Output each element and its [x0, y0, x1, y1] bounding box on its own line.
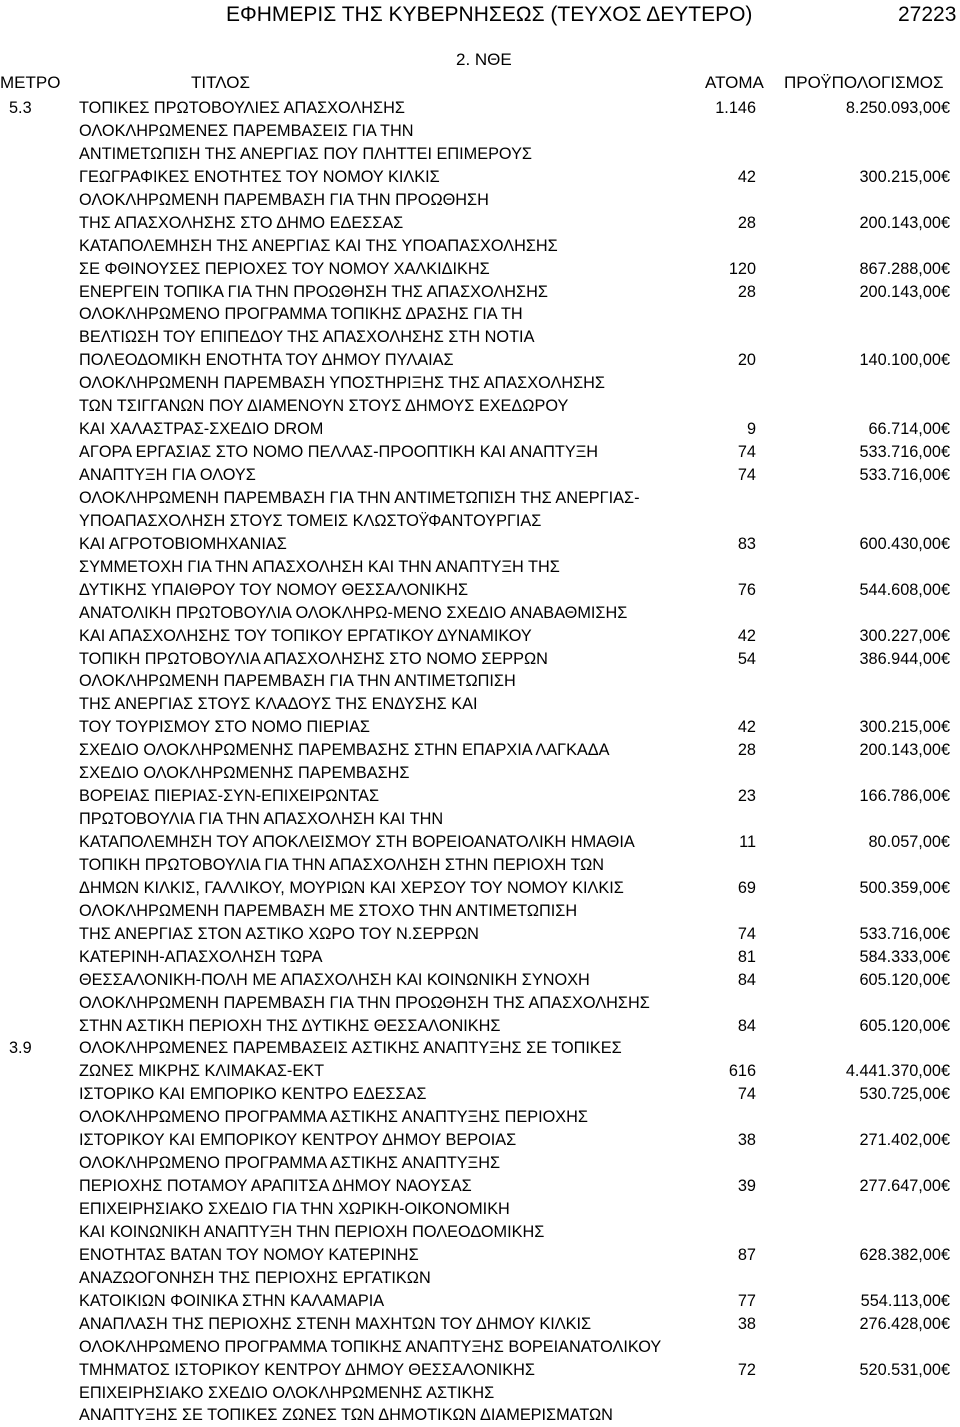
title-cell: ΣΤΗΝ ΑΣΤΙΚΗ ΠΕΡΙΟΧΗ ΤΗΣ ΔΥΤΙΚΗΣ ΘΕΣΣΑΛΟΝΙΚΗΣ	[79, 1016, 501, 1035]
budget-cell: 628.382,00€	[859, 1245, 950, 1264]
budget-table	[0, 97, 960, 1427]
column-header-persons: ΑΤΟΜΑ	[705, 73, 764, 92]
column-headers	[0, 71, 960, 95]
table-row	[0, 372, 960, 395]
title-cell: ΑΓΟΡΑ ΕΡΓΑΣΙΑΣ ΣΤΟ ΝΟΜΟ ΠΕΛΛΑΣ-ΠΡΟΟΠΤΙΚΗ ΚΑΙ ΑΝΑΠΤΥΞΗ	[79, 443, 599, 462]
table-row	[0, 1083, 960, 1106]
section-label: 2. ΝΘΕ	[456, 50, 512, 69]
title-cell: ΟΛΟΚΛΗΡΩΜΕΝΗ ΠΑΡΕΜΒΑΣΗ ΓΙΑ ΤΗΝ ΠΡΟΩΘΗΣΗ ΤΗΣ ΑΠΑΣΧΟΛΗΣΗΣ	[79, 993, 650, 1012]
table-row	[0, 1152, 960, 1175]
table-row	[0, 1382, 960, 1405]
budget-cell: 530.725,00€	[859, 1085, 950, 1104]
budget-cell: 300.215,00€	[859, 167, 950, 186]
table-row	[0, 1244, 960, 1267]
budget-cell: 200.143,00€	[859, 282, 950, 301]
table-row	[0, 1313, 960, 1336]
table-row	[0, 1290, 960, 1313]
title-cell: ΟΛΟΚΛΗΡΩΜΕΝΟ ΠΡΟΓΡΑΜΜΑ ΤΟΠΙΚΗΣ ΔΡΑΣΗΣ ΓΙΑ ΤΗ	[79, 305, 523, 324]
table-row	[0, 648, 960, 671]
title-cell: ΑΝΑΠΤΥΞΗ ΓΙΑ ΟΛΟΥΣ	[79, 466, 256, 484]
persons-cell: 74	[737, 1085, 756, 1104]
title-cell: ΚΑΙ ΧΑΛΑΣΤΡΑΣ-ΣΧΕΔΙΟ DROM	[79, 420, 324, 439]
table-row	[0, 303, 960, 326]
page-number: 27223	[898, 3, 957, 26]
budget-cell: 4.441.370,00€	[845, 1062, 950, 1081]
table-row	[0, 166, 960, 189]
table-row	[0, 510, 960, 533]
title-cell: ΤΩΝ ΤΣΙΓΓΑΝΩΝ ΠΟΥ ΔΙΑΜΕΝΟΥΝ ΣΤΟΥΣ ΔΗΜΟΥΣ ΕΧΕΔΩΡΟΥ	[79, 397, 569, 416]
budget-cell: 8.250.093,00€	[845, 99, 950, 117]
title-cell: ΠΟΛΕΟΔΟΜΙΚΗ ΕΝΟΤΗΤΑ ΤΟΥ ΔΗΜΟΥ ΠΥΛΑΙΑΣ	[79, 351, 454, 370]
persons-cell: 39	[737, 1177, 756, 1196]
title-cell: ΚΑΙ ΑΓΡΟΤΟΒΙΟΜΗΧΑΝΙΑΣ	[79, 534, 287, 553]
persons-cell: 616	[728, 1062, 756, 1081]
budget-cell: 300.215,00€	[859, 718, 950, 737]
table-row	[0, 97, 960, 120]
budget-cell: 520.531,00€	[859, 1360, 950, 1379]
persons-cell: 42	[737, 167, 756, 186]
persons-cell: 72	[737, 1360, 756, 1379]
title-cell: ΤΟΠΙΚΕΣ ΠΡΩΤΟΒΟΥΛΙΕΣ ΑΠΑΣΧΟΛΗΣΗΣ	[79, 99, 405, 117]
table-row	[0, 143, 960, 166]
persons-cell: 20	[737, 351, 756, 370]
table-row	[0, 670, 960, 693]
title-cell: ΟΛΟΚΛΗΡΩΜΕΝΗ ΠΑΡΕΜΒΑΣΗ ΓΙΑ ΤΗΝ ΑΝΤΙΜΕΤΩΠΙΣΗ	[79, 672, 516, 691]
table-row	[0, 349, 960, 372]
table-row	[0, 212, 960, 235]
title-cell: ΤΟΠΙΚΗ ΠΡΩΤΟΒΟΥΛΙΑ ΓΙΑ ΤΗΝ ΑΠΑΣΧΟΛΗΣΗ ΣΤΗΝ ΠΕΡΙΟΧΗ ΤΩΝ	[79, 855, 605, 874]
table-row	[0, 716, 960, 739]
title-cell: ΔΥΤΙΚΗΣ ΥΠΑΙΘΡΟΥ ΤΟΥ ΝΟΜΟΥ ΘΕΣΣΑΛΟΝΙΚΗΣ	[79, 580, 469, 599]
title-cell: ΤΗΣ ΑΝΕΡΓΙΑΣ ΣΤΟΝ ΑΣΤΙΚΟ ΧΩΡΟ ΤΟΥ Ν.ΣΕΡΡΩΝ	[79, 924, 479, 943]
table-row	[0, 854, 960, 877]
title-cell: ΟΛΟΚΛΗΡΩΜΕΝΟ ΠΡΟΓΡΑΜΜΑ ΑΣΤΙΚΗΣ ΑΝΑΠΤΥΞΗΣ ΠΕΡΙΟΧΗΣ	[79, 1108, 588, 1127]
table-row	[0, 395, 960, 418]
table-row	[0, 235, 960, 258]
persons-cell: 9	[746, 420, 756, 439]
table-row	[0, 326, 960, 349]
title-cell: ΕΠΙΧΕΙΡΗΣΙΑΚΟ ΣΧΕΔΙΟ ΓΙΑ ΤΗΝ ΧΩΡΙΚΗ-ΟΙΚΟΝΟΜΙΚΗ	[79, 1200, 510, 1218]
persons-cell: 77	[737, 1291, 756, 1310]
title-cell: ΤΟΥ ΤΟΥΡΙΣΜΟΥ ΣΤΟ ΝΟΜΟ ΠΙΕΡΙΑΣ	[79, 718, 370, 737]
table-row	[0, 418, 960, 441]
persons-cell: 1.146	[715, 99, 756, 117]
persons-cell: 28	[737, 282, 756, 301]
title-cell: ΟΛΟΚΛΗΡΩΜΕΝΗ ΠΑΡΕΜΒΑΣΗ ΓΙΑ ΤΗΝ ΑΝΤΙΜΕΤΩΠΙΣΗ ΤΗΣ ΑΝΕΡΓΙΑΣ-	[79, 488, 640, 507]
table-row	[0, 1359, 960, 1382]
table-row	[0, 464, 960, 487]
table-row	[0, 946, 960, 969]
table-row	[0, 1198, 960, 1221]
persons-cell: 83	[737, 534, 756, 553]
table-row	[0, 739, 960, 762]
budget-cell: 300.227,00€	[859, 626, 950, 645]
title-cell: ΖΩΝΕΣ ΜΙΚΡΗΣ ΚΛΙΜΑΚΑΣ-ΕΚΤ	[79, 1062, 325, 1081]
table-row	[0, 1175, 960, 1198]
table-row	[0, 1129, 960, 1152]
title-cell: ΘΕΣΣΑΛΟΝΙΚΗ-ΠΟΛΗ ΜΕ ΑΠΑΣΧΟΛΗΣΗ ΚΑΙ ΚΟΙΝΩΝΙΚΗ ΣΥΝΟΧΗ	[79, 970, 590, 989]
column-header-title: ΤΙΤΛΟΣ	[191, 73, 250, 92]
gazette-title: ΕΦΗΜΕΡΙΣ ΤΗΣ ΚΥΒΕΡΝΗΣΕΩΣ (ΤΕΥΧΟΣ ΔΕΥΤΕΡΟ)	[226, 3, 753, 26]
table-row	[0, 992, 960, 1015]
budget-cell: 166.786,00€	[859, 787, 950, 806]
budget-cell: 276.428,00€	[859, 1314, 950, 1333]
title-cell: ΟΛΟΚΛΗΡΩΜΕΝΗ ΠΑΡΕΜΒΑΣΗ ΓΙΑ ΤΗΝ ΠΡΟΩΘΗΣΗ	[79, 190, 489, 209]
title-cell: ΔΗΜΩΝ ΚΙΛΚΙΣ, ΓΑΛΛΙΚΟΥ, ΜΟΥΡΙΩΝ ΚΑΙ ΧΕΡΣΟΥ ΤΟΥ ΝΟΜΟΥ ΚΙΛΚΙΣ	[79, 878, 624, 897]
persons-cell: 23	[737, 787, 756, 806]
title-cell: ΣΧΕΔΙΟ ΟΛΟΚΛΗΡΩΜΕΝΗΣ ΠΑΡΕΜΒΑΣΗΣ ΣΤΗΝ ΕΠΑΡΧΙΑ ΛΑΓΚΑΔΑ	[79, 741, 610, 760]
title-cell: ΚΑΤΑΠΟΛΕΜΗΣΗ ΤΗΣ ΑΝΕΡΓΙΑΣ ΚΑΙ ΤΗΣ ΥΠΟΑΠΑΣΧΟΛΗΣΗΣ	[79, 236, 558, 255]
title-cell: ΟΛΟΚΛΗΡΩΜΕΝΟ ΠΡΟΓΡΑΜΜΑ ΤΟΠΙΚΗΣ ΑΝΑΠΤΥΞΗΣ ΒΟΡΕΙΑΝΑΤΟΛΙΚΟΥ	[79, 1337, 662, 1356]
table-row	[0, 556, 960, 579]
table-row	[0, 762, 960, 785]
title-cell: ΟΛΟΚΛΗΡΩΜΕΝΟ ΠΡΟΓΡΑΜΜΑ ΑΣΤΙΚΗΣ ΑΝΑΠΤΥΞΗΣ	[79, 1154, 501, 1173]
persons-cell: 84	[737, 1016, 756, 1035]
title-cell: ΠΡΩΤΟΒΟΥΛΙΑ ΓΙΑ ΤΗΝ ΑΠΑΣΧΟΛΗΣΗ ΚΑΙ ΤΗΝ	[79, 810, 444, 829]
persons-cell: 28	[737, 741, 756, 760]
title-cell: ΟΛΟΚΛΗΡΩΜΕΝΗ ΠΑΡΕΜΒΑΣΗ ΜΕ ΣΤΟΧΟ ΤΗΝ ΑΝΤΙΜΕΤΩΠΙΣΗ	[79, 901, 578, 920]
title-cell: ΤΜΗΜΑΤΟΣ ΙΣΤΟΡΙΚΟΥ ΚΕΝΤΡΟΥ ΔΗΜΟΥ ΘΕΣΣΑΛΟΝΙΚΗΣ	[79, 1360, 535, 1379]
persons-cell: 84	[737, 970, 756, 989]
table-row	[0, 189, 960, 212]
budget-cell: 554.113,00€	[860, 1291, 950, 1310]
title-cell: ΟΛΟΚΛΗΡΩΜΕΝΗ ΠΑΡΕΜΒΑΣΗ ΥΠΟΣΤΗΡΙΞΗΣ ΤΗΣ ΑΠΑΣΧΟΛΗΣΗΣ	[79, 374, 605, 393]
measure-cell: 5.3	[9, 99, 32, 117]
title-cell: ΓΕΩΓΡΑΦΙΚΕΣ ΕΝΟΤΗΤΕΣ ΤΟΥ ΝΟΜΟΥ ΚΙΛΚΙΣ	[79, 167, 440, 186]
title-cell: ΚΑΤΟΙΚΙΩΝ ΦΟΙΝΙΚΑ ΣΤΗΝ ΚΑΛΑΜΑΡΙΑ	[79, 1291, 385, 1310]
budget-cell: 605.120,00€	[859, 970, 950, 989]
budget-cell: 533.716,00€	[859, 466, 950, 484]
title-cell: ΚΑΤΑΠΟΛΕΜΗΣΗ ΤΟΥ ΑΠΟΚΛΕΙΣΜΟΥ ΣΤΗ ΒΟΡΕΙΟΑΝΑΤΟΛΙΚΗ ΗΜΑΘΙΑ	[79, 833, 635, 851]
title-cell: ΤΟΠΙΚΗ ΠΡΩΤΟΒΟΥΛΙΑ ΑΠΑΣΧΟΛΗΣΗΣ ΣΤΟ ΝΟΜΟ ΣΕΡΡΩΝ	[79, 649, 548, 668]
title-cell: ΙΣΤΟΡΙΚΟ ΚΑΙ ΕΜΠΟΡΙΚΟ ΚΕΝΤΡΟ ΕΔΕΣΣΑΣ	[79, 1085, 427, 1104]
budget-cell: 500.359,00€	[859, 878, 950, 897]
table-row	[0, 602, 960, 625]
table-row	[0, 120, 960, 143]
title-cell: ΟΛΟΚΛΗΡΩΜΕΝΕΣ ΠΑΡΕΜΒΑΣΕΙΣ ΓΙΑ ΤΗΝ	[79, 121, 414, 140]
table-row	[0, 1336, 960, 1359]
table-row	[0, 441, 960, 464]
table-row	[0, 877, 960, 900]
title-cell: ΕΝΕΡΓΕΙΝ ΤΟΠΙΚΑ ΓΙΑ ΤΗΝ ΠΡΟΩΘΗΣΗ ΤΗΣ ΑΠΑΣΧΟΛΗΣΗΣ	[79, 282, 548, 301]
table-row	[0, 1106, 960, 1129]
title-cell: ΣΕ ΦΘΙΝΟΥΣΕΣ ΠΕΡΙΟΧΕΣ ΤΟΥ ΝΟΜΟΥ ΧΑΛΚΙΔΙΚΗΣ	[79, 259, 490, 278]
persons-cell: 81	[737, 947, 756, 966]
table-row	[0, 923, 960, 946]
title-cell: ΣΥΜΜΕΤΟΧΗ ΓΙΑ ΤΗΝ ΑΠΑΣΧΟΛΗΣΗ ΚΑΙ ΤΗΝ ΑΝΑΠΤΥΞΗ ΤΗΣ	[79, 557, 560, 576]
title-cell: ΒΕΛΤΙΩΣΗ ΤΟΥ ΕΠΙΠΕΔΟΥ ΤΗΣ ΑΠΑΣΧΟΛΗΣΗΣ ΣΤΗ ΝΟΤΙΑ	[79, 328, 535, 347]
persons-cell: 11	[739, 833, 756, 851]
title-cell: ΤΗΣ ΑΠΑΣΧΟΛΗΣΗΣ ΣΤΟ ΔΗΜΟ ΕΔΕΣΣΑΣ	[79, 213, 404, 232]
table-row	[0, 900, 960, 923]
budget-cell: 140.100,00€	[859, 351, 950, 370]
table-row	[0, 281, 960, 304]
budget-cell: 533.716,00€	[859, 443, 950, 462]
title-cell: ΙΣΤΟΡΙΚΟΥ ΚΑΙ ΕΜΠΟΡΙΚΟΥ ΚΕΝΤΡΟΥ ΔΗΜΟΥ ΒΕΡΟΙΑΣ	[79, 1131, 517, 1150]
table-row	[0, 1221, 960, 1244]
title-cell: ΒΟΡΕΙΑΣ ΠΙΕΡΙΑΣ-ΣΥΝ-ΕΠΙΧΕΙΡΩΝΤΑΣ	[79, 787, 380, 806]
table-row	[0, 625, 960, 648]
persons-cell: 74	[737, 443, 756, 462]
table-row	[0, 808, 960, 831]
column-header-measure: ΜΕΤΡΟ	[0, 73, 61, 92]
table-row	[0, 1060, 960, 1083]
table-row	[0, 487, 960, 510]
table-row	[0, 579, 960, 602]
table-row	[0, 1267, 960, 1290]
budget-cell: 271.402,00€	[859, 1131, 950, 1150]
title-cell: ΕΝΟΤΗΤΑΣ ΒΑΤΑΝ ΤΟΥ ΝΟΜΟΥ ΚΑΤΕΡΙΝΗΣ	[79, 1245, 419, 1264]
table-row	[0, 969, 960, 992]
title-cell: ΕΠΙΧΕΙΡΗΣΙΑΚΟ ΣΧΕΔΙΟ ΟΛΟΚΛΗΡΩΜΕΝΗΣ ΑΣΤΙΚΗΣ	[79, 1383, 495, 1402]
table-row	[0, 785, 960, 808]
table-row	[0, 1037, 960, 1060]
persons-cell: 28	[737, 213, 756, 232]
persons-cell: 74	[737, 924, 756, 943]
title-cell: ΑΝΑΤΟΛΙΚΗ ΠΡΩΤΟΒΟΥΛΙΑ ΟΛΟΚΛΗΡΩ-ΜΕΝΟ ΣΧΕΔΙΟ ΑΝΑΒΑΘΜΙΣΗΣ	[79, 603, 628, 622]
budget-cell: 80.057,00€	[868, 833, 950, 851]
title-cell: ΑΝΑΠΛΑΣΗ ΤΗΣ ΠΕΡΙΟΧΗΣ ΣΤΕΝΗ ΜΑΧΗΤΩΝ ΤΟΥ ΔΗΜΟΥ ΚΙΛΚΙΣ	[79, 1314, 592, 1333]
title-cell: ΑΝΑΖΩΟΓΟΝΗΣΗ ΤΗΣ ΠΕΡΙΟΧΗΣ ΕΡΓΑΤΙΚΩΝ	[79, 1268, 431, 1287]
persons-cell: 38	[737, 1314, 756, 1333]
title-cell: ΠΕΡΙΟΧΗΣ ΠΟΤΑΜΟΥ ΑΡΑΠΙΤΣΑ ΔΗΜΟΥ ΝΑΟΥΣΑΣ	[79, 1177, 472, 1196]
persons-cell: 74	[737, 466, 756, 484]
persons-cell: 76	[737, 580, 756, 599]
persons-cell: 87	[737, 1245, 756, 1264]
persons-cell: 42	[737, 718, 756, 737]
table-row	[0, 1015, 960, 1038]
column-header-budget: ΠΡΟΫΠΟΛΟΓΙΣΜΟΣ	[784, 73, 944, 92]
title-cell: ΤΗΣ ΑΝΕΡΓΙΑΣ ΣΤΟΥΣ ΚΛΑΔΟΥΣ ΤΗΣ ΕΝΔΥΣΗΣ ΚΑΙ	[79, 695, 478, 714]
table-row	[0, 693, 960, 716]
persons-cell: 42	[737, 626, 756, 645]
persons-cell: 120	[728, 259, 756, 278]
title-cell: ΣΧΕΔΙΟ ΟΛΟΚΛΗΡΩΜΕΝΗΣ ΠΑΡΕΜΒΑΣΗΣ	[79, 764, 410, 783]
title-cell: ΥΠΟΑΠΑΣΧΟΛΗΣΗ ΣΤΟΥΣ ΤΟΜΕΙΣ ΚΛΩΣΤΟΫΦΑΝΤΟΥΡΓΙΑΣ	[79, 511, 542, 530]
title-cell: ΚΑΙ ΑΠΑΣΧΟΛΗΣΗΣ ΤΟΥ ΤΟΠΙΚΟΥ ΕΡΓΑΤΙΚΟΥ ΔΥΝΑΜΙΚΟΥ	[79, 626, 532, 645]
budget-cell: 544.608,00€	[859, 580, 950, 599]
budget-cell: 277.647,00€	[859, 1177, 950, 1196]
measure-cell: 3.9	[9, 1039, 32, 1058]
persons-cell: 38	[737, 1131, 756, 1150]
budget-cell: 200.143,00€	[859, 741, 950, 760]
budget-cell: 66.714,00€	[868, 420, 950, 439]
budget-cell: 584.333,00€	[859, 947, 950, 966]
persons-cell: 69	[737, 878, 756, 897]
budget-cell: 600.430,00€	[859, 534, 950, 553]
title-cell: ΚΑΙ ΚΟΙΝΩΝΙΚΗ ΑΝΑΠΤΥΞΗ ΤΗΝ ΠΕΡΙΟΧΗ ΠΟΛΕΟΔΟΜΙΚΗΣ	[79, 1222, 545, 1241]
budget-cell: 867.288,00€	[859, 259, 950, 278]
page-header	[0, 1, 960, 29]
budget-cell: 533.716,00€	[859, 924, 950, 943]
table-row	[0, 831, 960, 854]
budget-cell: 386.944,00€	[859, 649, 950, 668]
title-cell: ΑΝΤΙΜΕΤΩΠΙΣΗ ΤΗΣ ΑΝΕΡΓΙΑΣ ΠΟΥ ΠΛΗΤΤΕΙ ΕΠΙΜΕΡΟΥΣ	[79, 144, 532, 163]
budget-cell: 200.143,00€	[859, 213, 950, 232]
title-cell: ΑΝΑΠΤΥΞΗΣ ΣΕ ΤΟΠΙΚΕΣ ΖΩΝΕΣ ΤΩΝ ΔΗΜΟΤΙΚΩΝ ΔΙΑΜΕΡΙΣΜΑΤΩΝ	[79, 1406, 613, 1425]
table-row	[0, 1404, 960, 1427]
budget-cell: 605.120,00€	[859, 1016, 950, 1035]
title-cell: ΟΛΟΚΛΗΡΩΜΕΝΕΣ ΠΑΡΕΜΒΑΣΕΙΣ ΑΣΤΙΚΗΣ ΑΝΑΠΤΥΞΗΣ ΣΕ ΤΟΠΙΚΕΣ	[79, 1039, 622, 1058]
persons-cell: 54	[737, 649, 756, 668]
table-row	[0, 258, 960, 281]
title-cell: ΚΑΤΕΡΙΝΗ-ΑΠΑΣΧΟΛΗΣΗ ΤΩΡΑ	[79, 947, 323, 966]
table-row	[0, 533, 960, 556]
